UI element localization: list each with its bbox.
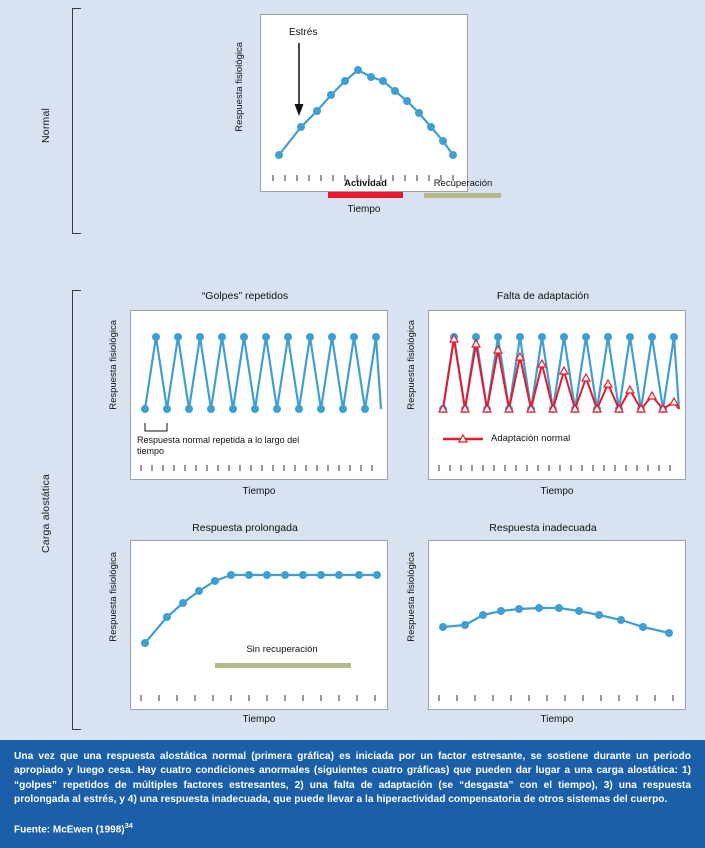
- panel-inadequate: [398, 522, 688, 732]
- caption-source-label: Fuente: McEwen (1998): [14, 824, 125, 836]
- group-label-normal: Normal: [40, 107, 52, 143]
- recovery-bar-label: Recuperación: [433, 178, 493, 189]
- panel-inadequate-xlabel: Tiempo: [540, 714, 574, 725]
- caption-source-sup: 34: [124, 820, 133, 830]
- panel-inadequate-ylabel: Respuesta fisiológica: [406, 552, 417, 642]
- no-recovery-label: Sin recuperación: [246, 644, 318, 655]
- panel-prolonged: [100, 522, 390, 732]
- panel-inadequate-title: Respuesta inadecuada: [489, 522, 597, 534]
- panel-prolonged-ylabel: Respuesta fisiológica: [108, 552, 119, 642]
- panel-repeated-xlabel: Tiempo: [242, 486, 276, 497]
- panel-prolonged-title: Respuesta prolongada: [192, 522, 298, 534]
- group-label-alostatica: Carga alostática: [40, 473, 52, 553]
- normal-chart-svg: [261, 15, 469, 193]
- activity-bar: [328, 192, 403, 198]
- panel-repeated-plot: [130, 310, 388, 480]
- panel-repeated-ylabel: Respuesta fisiológica: [108, 320, 119, 410]
- activity-bar-label: Actividad: [344, 178, 387, 189]
- panel-lack-xlabel: Tiempo: [540, 486, 574, 497]
- stress-annotation: Estrés: [289, 27, 318, 38]
- panel-inadequate-plot: [428, 540, 686, 710]
- panel-lack-title: Falta de adaptación: [496, 290, 590, 302]
- caption-box: [0, 740, 705, 848]
- caption-source: [14, 821, 691, 835]
- panel-prolonged-plot: [130, 540, 388, 710]
- group-bracket-alostatica: [72, 290, 81, 730]
- panel-normal: [228, 14, 493, 215]
- repeated-note: Respuesta normal repetida a lo largo del tiempo: [137, 435, 300, 457]
- lack-legend-label: Adaptación normal: [491, 433, 571, 444]
- lack-chart-svg: [429, 311, 687, 481]
- panel-prolonged-xlabel: Tiempo: [242, 714, 276, 725]
- recovery-bar: [424, 193, 501, 198]
- panel-repeated: [100, 290, 390, 508]
- panel-repeated-title: “Golpes” repetidos: [201, 290, 289, 302]
- panel-lack-ylabel: Respuesta fisiológica: [406, 320, 417, 410]
- panel-lack: [398, 290, 688, 508]
- panel-lack-plot: [428, 310, 686, 480]
- panel-normal-plot: [260, 14, 468, 192]
- inadequate-chart-svg: [429, 541, 687, 711]
- panel-normal-ylabel: Respuesta fisiológica: [234, 42, 245, 132]
- panel-normal-xlabel: Tiempo: [347, 204, 381, 215]
- group-bracket-normal: [72, 8, 81, 234]
- caption-text: Una vez que una respuesta alostática normal (primera gráfica) es iniciada por un factor estresante, se sostiene durante un periodo apropiado y luego cesa. Hay cuatro condiciones anormales (siguientes cuatro gráficas) que pueden dar lugar a una carga alostática: 1) “golpes” repetidos de múltiples factores estresantes, 2) una falta de adaptación (se “desgasta” con el tiempo), 3) una respuesta prolongada al estrés, y 4) una respuesta inadecuada, que puede llevar a la hiperactividad compensatoria de otros sistemas del cuerpo.: [14, 751, 691, 806]
- prolonged-chart-svg: [131, 541, 389, 711]
